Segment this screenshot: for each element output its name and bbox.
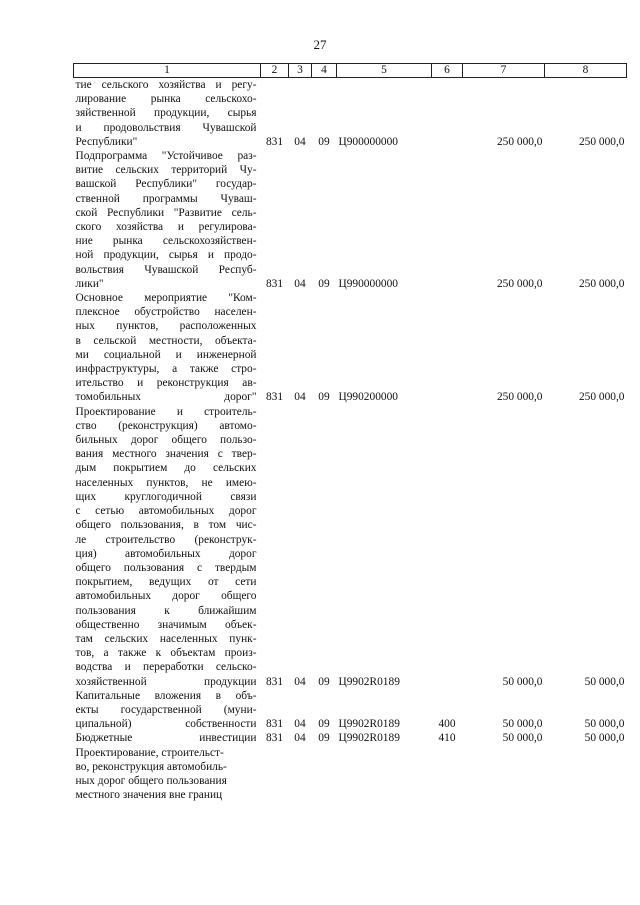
cell-amount-year-2: 50 000,0	[584, 732, 625, 745]
table-row	[74, 149, 627, 291]
description-line: лирование рынка сельскохо-	[75, 93, 257, 106]
description-line: инфраструктуры, а также стро-	[75, 363, 257, 376]
cell-amount-year-1: 50 000,0	[502, 675, 543, 688]
table-row	[74, 731, 627, 745]
description-line: ство (реконструкция) автомо-	[75, 419, 257, 432]
cell-amount-year-1: 250 000,0	[496, 135, 543, 148]
header-col-7: 7	[463, 64, 545, 78]
header-col-1: 1	[74, 64, 261, 78]
cell-ministry-code: 831	[265, 732, 284, 745]
cell-amount-year-1: 50 000,0	[502, 718, 543, 731]
cell-subsection: 09	[318, 675, 330, 688]
description-line: вольствия Чувашской Респуб-	[75, 263, 257, 276]
cell-subsection: 09	[318, 391, 330, 404]
cell-amount-year-1: 250 000,0	[496, 391, 543, 404]
cell-ministry-code: 831	[265, 675, 284, 688]
description-line: ле строительство (реконструк-	[75, 533, 257, 546]
header-col-4: 4	[312, 64, 337, 78]
row-description	[74, 78, 261, 150]
cell-amount-year-2: 250 000,0	[578, 135, 625, 148]
description-line: ципальной) собственности	[75, 718, 257, 731]
cell-subsection: 09	[318, 135, 330, 148]
cell-expense-type	[432, 405, 463, 689]
row-description	[74, 405, 261, 689]
table-row	[74, 78, 627, 150]
cell-target-article: Ц990200000	[338, 391, 398, 404]
cell-ministry-code: 831	[265, 718, 284, 731]
description-line: Подпрограмма "Устойчивое раз-	[75, 150, 257, 163]
description-line: зяйственной продукции, сырья	[75, 107, 257, 120]
cell-section: 04	[294, 391, 306, 404]
description-line: населенных пунктов, не имею-	[75, 476, 257, 489]
description-line: общего пользования, в том чис-	[75, 519, 257, 532]
header-col-6: 6	[432, 64, 463, 78]
description-line: общего пользования с твердым	[75, 561, 257, 574]
description-line: томобильных дорог"	[75, 391, 257, 404]
cell-amount-year-2: 250 000,0	[578, 391, 625, 404]
description-line: ской Республики "Развитие сель-	[75, 206, 257, 219]
cell-target-article: Ц9902R0189	[338, 718, 400, 731]
cell-subsection: 09	[318, 277, 330, 290]
cell-subsection: 09	[318, 732, 330, 745]
cell-target-article: Ц900000000	[338, 135, 398, 148]
description-line: хозяйственной продукции	[75, 675, 257, 688]
cell-ministry-code: 831	[265, 391, 284, 404]
cell-expense-type	[432, 78, 463, 150]
cell-expense-type	[432, 291, 463, 405]
description-line: ского хозяйства и регулирова-	[75, 221, 257, 234]
row-description	[74, 291, 261, 405]
row-description	[74, 149, 261, 291]
row-description	[74, 689, 261, 732]
cell-expense-type: 400	[438, 718, 456, 731]
description-line: местного значения вне границ	[75, 789, 223, 802]
cell-ministry-code: 831	[265, 135, 284, 148]
cell-section: 04	[294, 675, 306, 688]
description-line: плексное обустройство населен-	[75, 306, 257, 319]
table-row	[74, 689, 627, 732]
description-line: ных пунктов, расположенных	[75, 320, 257, 333]
description-line: покрытием, ведущих от сети	[75, 576, 257, 589]
cell-amount-year-1	[463, 746, 545, 803]
cell-target-article: Ц9902R0189	[338, 732, 400, 745]
cell-ministry-code	[261, 746, 289, 803]
description-line: ительство и реконструкция ав-	[75, 377, 257, 390]
cell-ministry-code: 831	[265, 277, 284, 290]
description-line: в сельской местности, объекта-	[75, 334, 257, 347]
description-line: автомобильных дорог общего	[75, 590, 257, 603]
description-line: во, реконструкция автомобиль-	[75, 760, 227, 773]
page-number: 27	[313, 37, 327, 52]
header-col-2: 2	[261, 64, 289, 78]
description-line: тие сельского хозяйства и регу-	[75, 79, 257, 91]
cell-expense-type	[432, 149, 463, 291]
description-line: витие сельских территорий Чу-	[75, 164, 257, 177]
description-line: ной продукции, сырья и продо-	[75, 249, 257, 262]
header-col-8: 8	[545, 64, 627, 78]
cell-subsection: 09	[318, 718, 330, 731]
description-line: бильных дорог общего пользо-	[75, 434, 257, 447]
description-line: Проектирование, строительст-	[75, 746, 224, 759]
table-row	[74, 746, 627, 803]
description-line: там сельских населенных пунк-	[75, 632, 257, 645]
row-description	[74, 731, 261, 745]
description-line: пользования к ближайшим	[75, 604, 257, 617]
description-line: щих круглогодичной связи	[75, 490, 257, 503]
cell-amount-year-2: 50 000,0	[584, 718, 625, 731]
description-line: дым покрытием до сельских	[75, 462, 257, 475]
description-line: Капитальные вложения в объ-	[75, 689, 257, 702]
cell-amount-year-2: 50 000,0	[584, 675, 625, 688]
cell-section: 04	[294, 718, 306, 731]
row-description	[74, 746, 261, 803]
description-line: Проектирование и строитель-	[75, 405, 257, 418]
description-line: Республики"	[75, 135, 138, 148]
header-col-3: 3	[289, 64, 312, 78]
table-row	[74, 405, 627, 689]
description-line: ция) автомобильных дорог	[75, 547, 257, 560]
cell-section: 04	[294, 277, 306, 290]
cell-amount-year-1: 50 000,0	[502, 732, 543, 745]
cell-target-article	[337, 746, 432, 803]
cell-target-article: Ц9902R0189	[338, 675, 400, 688]
cell-section: 04	[294, 732, 306, 745]
description-line: вания местного значения с твер-	[75, 448, 257, 461]
table-row	[74, 291, 627, 405]
description-line: лики"	[75, 277, 104, 290]
description-line: и продовольствия Чувашской	[75, 121, 257, 134]
description-line: ми социальной и инженерной	[75, 348, 257, 361]
description-line: с сетью автомобильных дорог	[75, 505, 257, 518]
description-line: ние рынка сельскохозяйствен-	[75, 235, 257, 248]
description-line: Бюджетные инвестиции	[75, 732, 257, 745]
header-col-5: 5	[337, 64, 432, 78]
description-line: общественно значимым объек-	[75, 618, 257, 631]
description-line: екты государственной (муни-	[75, 703, 257, 716]
cell-amount-year-2	[545, 746, 627, 803]
cell-section: 04	[294, 135, 306, 148]
cell-amount-year-1: 250 000,0	[496, 277, 543, 290]
description-line: ственной программы Чуваш-	[75, 192, 257, 205]
description-line: Основное мероприятие "Ком-	[75, 292, 257, 305]
header-row	[74, 64, 627, 78]
cell-target-article: Ц990000000	[338, 277, 398, 290]
description-line: вашской Республики" государ-	[75, 178, 257, 191]
description-line: тов, а также к объектам произ-	[75, 647, 257, 660]
cell-amount-year-2: 250 000,0	[578, 277, 625, 290]
budget-table	[73, 63, 627, 802]
description-line: ных дорог общего пользования	[75, 774, 227, 787]
cell-section	[289, 746, 312, 803]
cell-expense-type: 410	[438, 732, 456, 745]
description-line: водства и переработки сельско-	[75, 661, 257, 674]
cell-expense-type	[432, 746, 463, 803]
cell-subsection	[312, 746, 337, 803]
